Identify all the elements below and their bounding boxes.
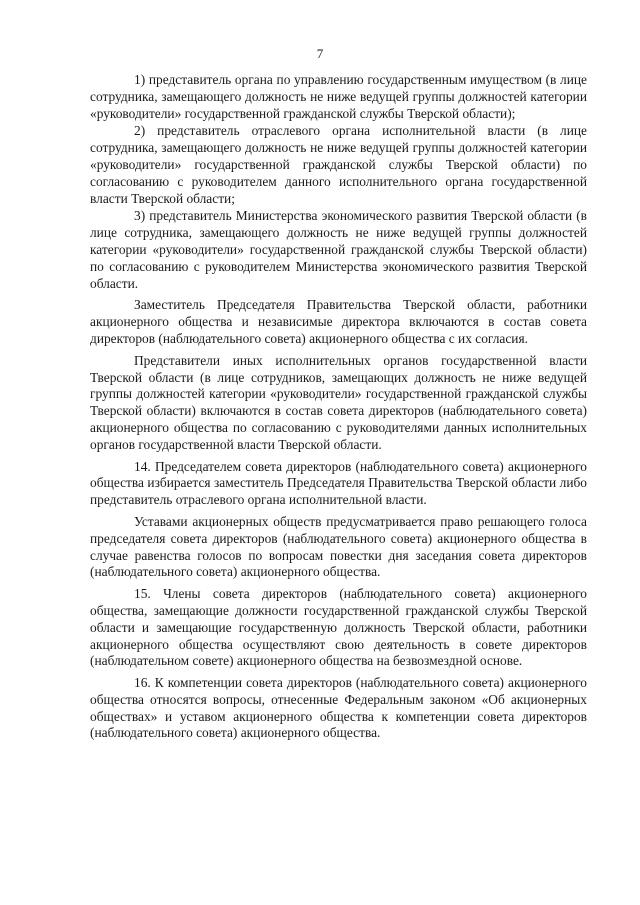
document-body: [90, 72, 587, 747]
paragraph-15-members: 15. Члены совета директоров (наблюдательного совета) акционерного общества, замещающие должности государственной гражданской службы Тверской области и замещающие государственную должность Тверской области, работники акционерного общества осуществляют свою деятельность в совете директоров (наблюдательном совете) акционерного общества на безвозмездной основе.: [90, 586, 587, 669]
paragraph-casting-vote: Уставами акционерных обществ предусматривается право решающего голоса председателя совета директоров (наблюдательного совета) акционерного общества в случае равенства голосов по вопросам повестки дня заседания совета директоров (наблюдательного совета) акционерного общества.: [90, 513, 587, 580]
paragraph-consent: Заместитель Председателя Правительства Тверской области, работники акционерного общества и независимые директора включаются в состав совета директоров (наблюдательного совета) акционерного общества с их согласия.: [90, 297, 587, 346]
paragraph-item-3: 3) представитель Министерства экономического развития Тверской области (в лице сотрудника, замещающего должность не ниже ведущей группы должностей категории «руководители» государственной гражданской службы Тверской области) по согласованию с руководителем Министерства экономического развития Тверской области.: [90, 208, 587, 291]
paragraph-16-competence: 16. К компетенции совета директоров (наблюдательного совета) акционерного общества относятся вопросы, отнесенные Федеральным законом «Об акционерных обществах» и уставом акционерного общества к компетенции совета директоров (наблюдательного совета) акционерного общества.: [90, 675, 587, 741]
page-number: 7: [316, 46, 324, 61]
paragraph-item-2: 2) представитель отраслевого органа исполнительной власти (в лице сотрудника, замещающего должность не ниже ведущей группы должностей категории «руководители» государственной гражданской службы Тверской области) по согласованию с руководителем данного исполнительного органа государственной власти Тверской области;: [90, 123, 587, 206]
paragraph-other-representatives: Представители иных исполнительных органов государственной власти Тверской области (в лице сотрудников, замещающих должность не ниже ведущей группы должностей категории «руководители» государственной гражданской службы Тверской области) включаются в состав совета директоров (наблюдательного совета) акционерного общества по согласованию с руководителями данных исполнительных органов государственной власти Тверской области.: [90, 352, 587, 452]
paragraph-item-1: 1) представитель органа по управлению государственным имуществом (в лице сотрудника, замещающего должность не ниже ведущей группы должностей категории «руководители» государственной гражданской службы Тверской области);: [90, 72, 587, 121]
paragraph-14-chairman: 14. Председателем совета директоров (наблюдательного совета) акционерного общества избирается заместитель Председателя Правительства Тверской области либо представитель отраслевого органа исполнительной власти.: [90, 458, 587, 508]
